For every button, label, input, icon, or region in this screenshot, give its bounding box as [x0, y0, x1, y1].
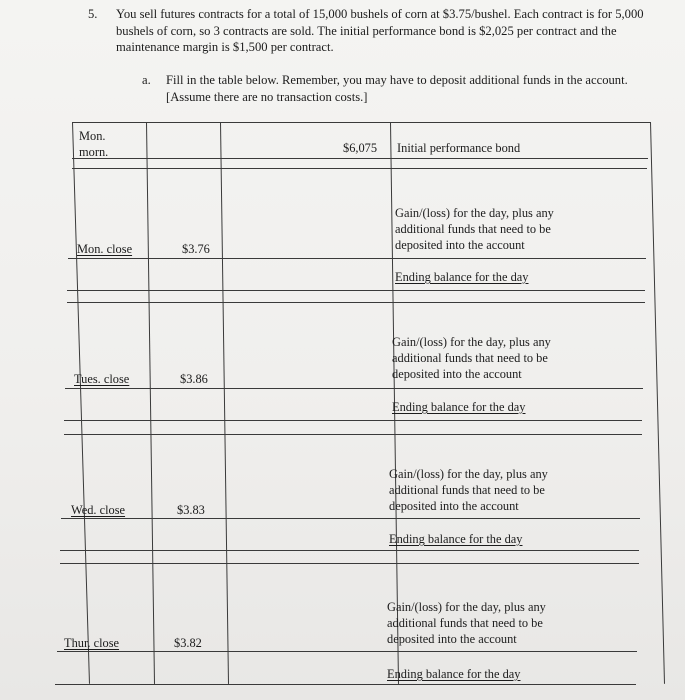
- settle-price: $3.76: [182, 242, 210, 256]
- settle-price: $3.86: [180, 372, 208, 386]
- table-rule: [72, 168, 647, 169]
- ending-balance-label: Ending balance for the day: [392, 400, 526, 414]
- gain-loss-label: Gain/(loss) for the day, plus any additional funds that need to be deposited into the account: [387, 600, 546, 646]
- table-rule: [67, 302, 645, 303]
- part-a-text: Fill in the table below. Remember, you may have to deposit additional funds in the account. [Assume there are no transaction costs.]: [166, 73, 628, 104]
- table-rule: [72, 122, 650, 123]
- table-rule: [61, 518, 640, 519]
- table-rule: [55, 684, 636, 685]
- part-a-letter: a.: [142, 73, 151, 87]
- table-column-rule: [650, 122, 665, 684]
- problem-number: 5.: [88, 7, 98, 21]
- ending-balance-label: Ending balance for the day: [395, 270, 529, 284]
- table-column-rule: [72, 122, 90, 684]
- start-row-label: Mon. morn.: [79, 129, 109, 159]
- day-label: Tues. close: [74, 372, 130, 386]
- ending-balance-label: Ending balance for the day: [389, 532, 523, 546]
- table-rule: [72, 158, 648, 159]
- table-column-rule: [220, 122, 229, 684]
- day-label: Thur. close: [64, 636, 120, 650]
- table-rule: [60, 563, 639, 564]
- initial-bond-value: $6,075: [343, 141, 378, 155]
- initial-bond-label: Initial performance bond: [397, 141, 521, 155]
- gain-loss-label: Gain/(loss) for the day, plus any additional funds that need to be deposited into the account: [395, 206, 554, 252]
- table-rule: [67, 290, 645, 291]
- gain-loss-label: Gain/(loss) for the day, plus any additional funds that need to be deposited into the account: [389, 467, 548, 513]
- gain-loss-label: Gain/(loss) for the day, plus any additional funds that need to be deposited into the account: [392, 335, 551, 381]
- table-rule: [65, 388, 643, 389]
- table-rule: [60, 550, 639, 551]
- table-rule: [57, 651, 637, 652]
- settle-price: $3.83: [177, 503, 205, 517]
- settle-price: $3.82: [174, 636, 202, 650]
- day-label: Mon. close: [77, 242, 133, 256]
- table-column-rule: [146, 122, 155, 684]
- ending-balance-label: Ending balance for the day: [387, 667, 521, 681]
- table-rule: [68, 258, 646, 259]
- problem-text: You sell futures contracts for a total of 15,000 bushels of corn at $3.75/bushel. Each contract is for 5,000 bushels of corn, so 3 contracts are sold. The initial performance bond is $2,025 per contract and the maintenance margin is $1,500 per contract.: [116, 7, 644, 54]
- day-label: Wed. close: [71, 503, 126, 517]
